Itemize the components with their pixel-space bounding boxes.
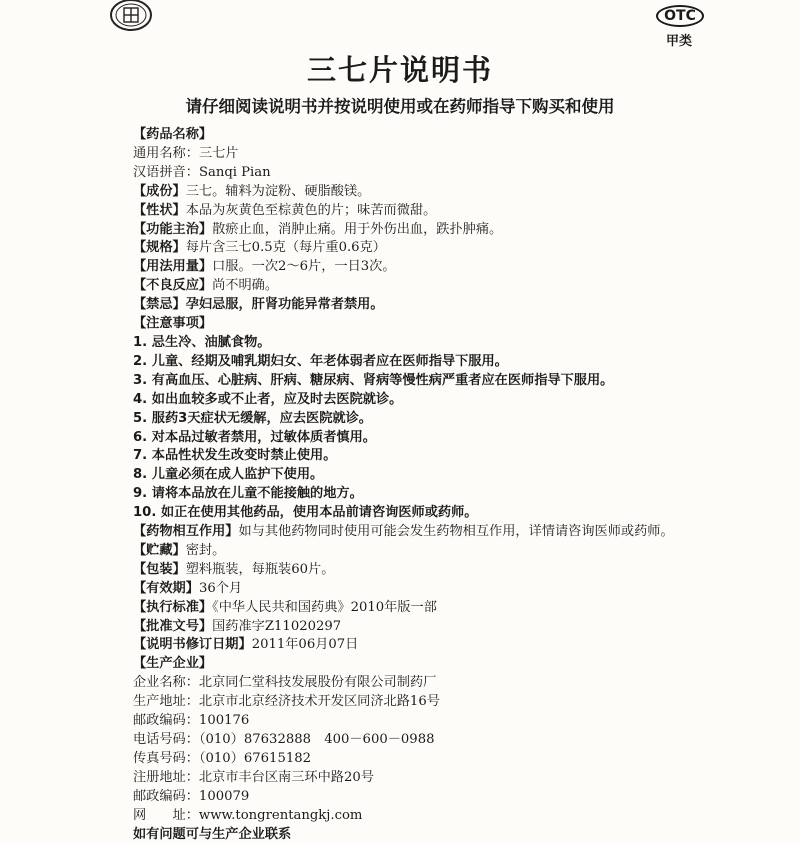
contra-value: 孕妇忌服，肝肾功能异常者禁用。 (185, 297, 384, 313)
usage-value: 口服。一次2～6片，一日3次。 (212, 259, 396, 275)
function-row (133, 221, 678, 240)
contra-row (133, 296, 678, 315)
storage-label: 【贮藏】 (133, 542, 186, 558)
company-postcode-line: 邮政编码：100176 (133, 713, 250, 729)
ingredients-row (133, 183, 678, 202)
precaution-item: 1. 忌生冷、油腻食物。 (133, 334, 271, 350)
validity-row (133, 580, 678, 599)
standard-label: 【执行标准】 (133, 599, 213, 615)
approval-value: 国药准字Z11020297 (212, 618, 342, 634)
adverse-label: 【不良反应】 (133, 278, 213, 294)
validity-value: 36个月 (198, 580, 243, 596)
page-title: 三七片说明书 (306, 53, 493, 87)
usage-label: 【用法用量】 (133, 259, 213, 275)
appearance-value: 本品为灰黄色至棕黄色的片；味苦而微甜。 (185, 202, 437, 218)
approval-label: 【批准文号】 (133, 618, 213, 634)
company-registered-address-line: 注册地址：北京市丰台区南三环中路20号 (133, 769, 374, 785)
appearance-label: 【性状】 (133, 202, 186, 218)
validity-label: 【有效期】 (133, 580, 199, 596)
precaution-item: 6. 对本品过敏者禁用，过敏体质者慎用。 (133, 429, 376, 445)
spec-value: 每片含三七0.5克（每片重0.6克） (185, 240, 386, 256)
precaution-item: 2. 儿童、经期及哺乳期妇女、年老体弱者应在医师指导下服用。 (133, 353, 508, 369)
revised-row (133, 636, 678, 655)
precaution-item: 5. 服药3天症状无缓解，应去医院就诊。 (133, 410, 372, 426)
precaution-item: 9. 请将本品放在儿童不能接触的地方。 (133, 486, 363, 502)
package-value: 塑料瓶装，每瓶装60片。 (185, 561, 335, 577)
interactions-row (133, 523, 678, 542)
standard-row (133, 599, 678, 618)
otc-badge: OTC (656, 5, 704, 27)
interactions-value: 如与其他药物同时使用可能会发生药物相互作用，详情请咨询医师或药师。 (238, 524, 674, 540)
revised-value: 2011年06月07日 (251, 637, 359, 653)
appearance-row (133, 202, 678, 221)
spec-label: 【规格】 (133, 240, 186, 256)
ingredients-label: 【成份】 (133, 183, 186, 199)
pinyin-label: 汉语拼音： (133, 164, 199, 180)
company-fax-line: 传真号码：（010）67615182 (133, 750, 312, 766)
leaflet-body (133, 126, 678, 844)
adverse-value: 尚不明确。 (212, 278, 279, 294)
pinyin-row (133, 164, 678, 183)
precaution-item: 8. 儿童必须在成人监护下使用。 (133, 467, 324, 483)
approval-row (133, 618, 678, 637)
company-name-line: 企业名称：北京同仁堂科技发展股份有限公司制药厂 (133, 675, 437, 691)
company-website-line: 网 址：www.tongrentangkj.com (133, 807, 363, 823)
company-header: 【生产企业】 (133, 656, 213, 672)
generic-name-row (133, 145, 678, 164)
package-label: 【包装】 (133, 561, 186, 577)
company-registered-postcode-line: 邮政编码：100079 (133, 788, 250, 804)
usage-row (133, 258, 678, 277)
interactions-label: 【药物相互作用】 (133, 524, 239, 540)
company-address-line: 生产地址：北京市北京经济技术开发区同济北路16号 (133, 694, 440, 710)
precaution-item: 10. 如正在使用其他药品，使用本品前请咨询医师或药师。 (133, 505, 478, 521)
function-value: 散瘀止血，消肿止痛。用于外伤出血，跌扑肿痛。 (212, 221, 503, 237)
precaution-item: 7. 本品性状发生改变时禁止使用。 (133, 448, 337, 464)
function-label: 【功能主治】 (133, 221, 213, 237)
revised-label: 【说明书修订日期】 (133, 637, 252, 653)
name-section-header: 【药品名称】 (133, 127, 213, 142)
standard-value: 《中华人民共和国药典》2010年版一部 (212, 599, 437, 615)
reading-notice: 请仔细阅读说明书并按说明使用或在药师指导下购买和使用 (185, 97, 615, 116)
precautions-header: 【注意事项】 (133, 316, 213, 332)
generic-name-value: 三七片 (198, 145, 239, 161)
package-row (133, 561, 678, 580)
adverse-row (133, 277, 678, 296)
otc-class-label: 甲类 (666, 34, 693, 49)
storage-value: 密封。 (185, 542, 226, 558)
company-logo-icon (108, 0, 154, 34)
contact-footer: 如有问题可与生产企业联系 (133, 826, 292, 842)
precaution-item: 3. 有高血压、心脏病、肝病、糖尿病、肾病等慢性病严重者应在医师指导下服用。 (133, 372, 614, 388)
company-phone-line: 电话号码：（010）87632888 400－600－0988 (133, 732, 435, 747)
generic-name-label: 通用名称： (133, 145, 199, 161)
spec-row (133, 239, 678, 258)
ingredients-value: 三七。辅料为淀粉、硬脂酸镁。 (185, 183, 371, 199)
storage-row (133, 542, 678, 561)
contra-label: 【禁忌】 (133, 297, 186, 313)
pinyin-value: Sanqi Pian (198, 164, 271, 180)
precaution-item: 4. 如出血较多或不止者，应及时去医院就诊。 (133, 391, 403, 407)
